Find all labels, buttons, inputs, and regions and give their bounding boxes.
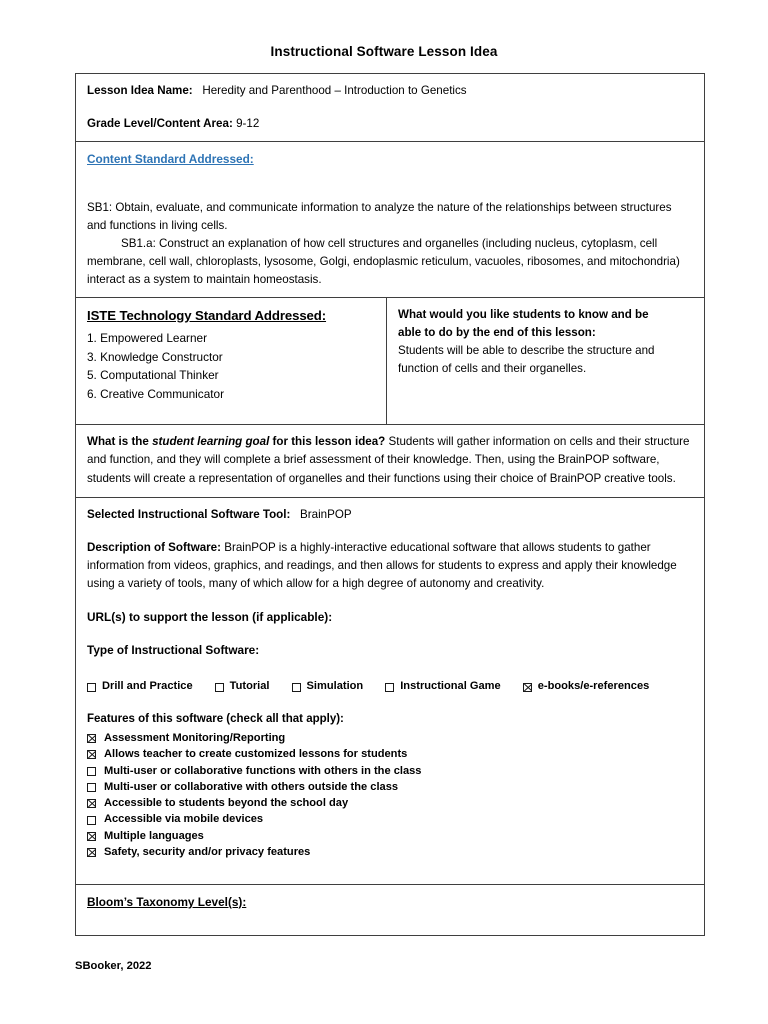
checkbox-checked-icon[interactable] [87, 832, 96, 841]
content-standard-main: SB1: Obtain, evaluate, and communicate information to analyze the nature of the relationships between structures and functions in living cells. [87, 200, 672, 232]
spacer [87, 626, 694, 641]
feature-label: Safety, security and/or privacy features [104, 846, 311, 859]
software-description-line [87, 539, 694, 593]
spacer [87, 100, 694, 115]
type-option-label: Simulation [306, 680, 364, 693]
feature-label: Multi-user or collaborative with others outside the class [104, 780, 399, 793]
spacer [87, 912, 694, 927]
feature-label: Multiple languages [104, 829, 204, 842]
checkbox-unchecked-icon[interactable] [87, 683, 96, 692]
checkbox-checked-icon[interactable] [87, 799, 96, 808]
software-description-value: BrainPOP is a highly-interactive educational software that allows students to gather information from videos, graphics, and readings, and then allows for students to express and apply their knowledge using a variety of tools, many of which allow for a high degree of autonomy and creativity. [87, 541, 677, 590]
software-tool-line [87, 506, 694, 524]
grade-level-line [87, 115, 694, 133]
checkbox-unchecked-icon[interactable] [292, 683, 301, 692]
software-details-row [76, 498, 704, 885]
software-type-checkbox-group [87, 678, 694, 695]
content-standard-sub: SB1.a: Construct an explanation of how cell structures and organelles (including nucleus, cytoplasm, cell membrane, cell wall, chloroplasts, lysosome, Golgi, endoplasmic reticulum, vacuoles, ribosomes, and mitochondria) interact as a system to maintain homeostasis. [87, 236, 680, 286]
objectives-body: Students will be able to describe the structure and function of cells and their organelles. [398, 343, 655, 375]
iste-item: 3. Knowledge Constructor [87, 349, 223, 364]
url-label: URL(s) to support the lesson (if applicable): [87, 609, 333, 624]
checkbox-unchecked-icon[interactable] [385, 683, 394, 692]
student-learning-goal-cell [76, 425, 704, 497]
iste-item: 5. Computational Thinker [87, 368, 219, 383]
software-tool-value: BrainPOP [300, 508, 352, 522]
document-footer: SBooker, 2022 [75, 960, 152, 972]
blooms-taxonomy-cell [76, 885, 704, 935]
checkbox-checked-icon[interactable] [523, 683, 532, 692]
blooms-taxonomy-row [76, 885, 704, 935]
page-title: Instructional Software Lesson Idea [270, 44, 498, 59]
feature-collaborative-outside-class[interactable] [87, 779, 694, 795]
grade-level-value: 9-12 [236, 116, 260, 130]
features-label: Features of this software (check all that apply): [87, 712, 344, 725]
feature-accessible-mobile-devices[interactable] [87, 812, 694, 828]
grade-level-label: Grade Level/Content Area: [87, 116, 233, 130]
software-details-cell [76, 498, 704, 884]
checkbox-checked-icon[interactable] [87, 848, 96, 857]
feature-label: Multi-user or collaborative functions with others in the class [104, 764, 422, 777]
spacer [87, 169, 694, 184]
checkbox-unchecked-icon[interactable] [215, 683, 224, 692]
type-option-label: e-books/e-references [537, 680, 650, 693]
type-option-label: Drill and Practice [102, 680, 193, 693]
type-option-drill-and-practice[interactable] [87, 678, 193, 695]
software-type-label: Type of Instructional Software: [87, 643, 260, 658]
learning-goal-body: Students will gather information on cells and their structure and function, and they will complete a brief assessment of their knowledge. Then, using the BrainPOP software, students will create a representation of organelles and their functions using their choice of BrainPOP creative tools. [87, 434, 690, 486]
feature-label: Accessible via mobile devices [104, 813, 264, 826]
feature-safety-security-privacy[interactable] [87, 844, 694, 860]
feature-accessible-beyond-school-day[interactable] [87, 796, 694, 812]
objectives-heading-line2: able to do by the end of this lesson: [398, 325, 596, 339]
feature-collaborative-in-class[interactable] [87, 763, 694, 779]
spacer [87, 593, 694, 608]
feature-label: Accessible to students beyond the school day [104, 797, 349, 810]
content-standard-sub-wrap [87, 235, 694, 289]
lesson-idea-table [75, 73, 705, 936]
checkbox-unchecked-icon[interactable] [87, 816, 96, 825]
checkbox-checked-icon[interactable] [87, 734, 96, 743]
lesson-info-row [76, 74, 704, 142]
lesson-name-line [87, 82, 694, 100]
software-description-label: Description of Software: [87, 541, 221, 555]
lesson-name-label: Lesson Idea Name: [87, 84, 193, 97]
blooms-heading: Bloom’s Taxonomy Level(s): [87, 894, 247, 909]
lesson-info-cell [76, 74, 704, 141]
content-standard-heading-link[interactable]: Content Standard Addressed: [87, 151, 254, 166]
content-standard-cell [76, 142, 704, 297]
feature-label: Allows teacher to create customized lessons for students [104, 748, 408, 761]
feature-multiple-languages[interactable] [87, 828, 694, 844]
spacer [87, 524, 694, 539]
spacer [87, 861, 694, 876]
learning-goal-question-suffix: for this lesson idea? [269, 434, 386, 448]
student-learning-goal-row [76, 425, 704, 498]
feature-assessment-monitoring-reporting[interactable] [87, 730, 694, 746]
type-option-ebooks-ereferences[interactable] [523, 678, 650, 695]
learning-goal-question-prefix: What is the [87, 434, 153, 448]
type-option-tutorial[interactable] [215, 678, 270, 695]
type-option-label: Tutorial [229, 680, 270, 693]
objectives-heading-line1: What would you like students to know and be [398, 307, 649, 321]
spacer [87, 184, 694, 199]
lesson-name-value: Heredity and Parenthood – Introduction to Genetics [202, 84, 467, 97]
iste-objectives-row [76, 298, 704, 425]
type-option-simulation[interactable] [292, 678, 364, 695]
content-standard-row [76, 142, 704, 298]
type-option-instructional-game[interactable] [385, 678, 500, 695]
iste-item: 1. Empowered Learner [87, 331, 208, 346]
feature-label: Assessment Monitoring/Reporting [104, 732, 286, 745]
iste-heading: ISTE Technology Standard Addressed: [87, 307, 327, 323]
learning-objectives-cell [387, 298, 704, 424]
iste-item: 6. Creative Communicator [87, 387, 225, 402]
spacer [87, 696, 694, 711]
learning-goal-question-italic: student learning goal [152, 434, 270, 448]
iste-standard-cell [76, 298, 387, 424]
spacer [87, 659, 694, 674]
content-standard-heading-wrap [87, 150, 694, 169]
checkbox-unchecked-icon[interactable] [87, 767, 96, 776]
blooms-heading-wrap [87, 893, 694, 912]
feature-customized-lessons[interactable] [87, 747, 694, 763]
type-option-label: Instructional Game [400, 680, 501, 693]
checkbox-unchecked-icon[interactable] [87, 783, 96, 792]
software-tool-label: Selected Instructional Software Tool: [87, 508, 291, 522]
checkbox-checked-icon[interactable] [87, 750, 96, 759]
